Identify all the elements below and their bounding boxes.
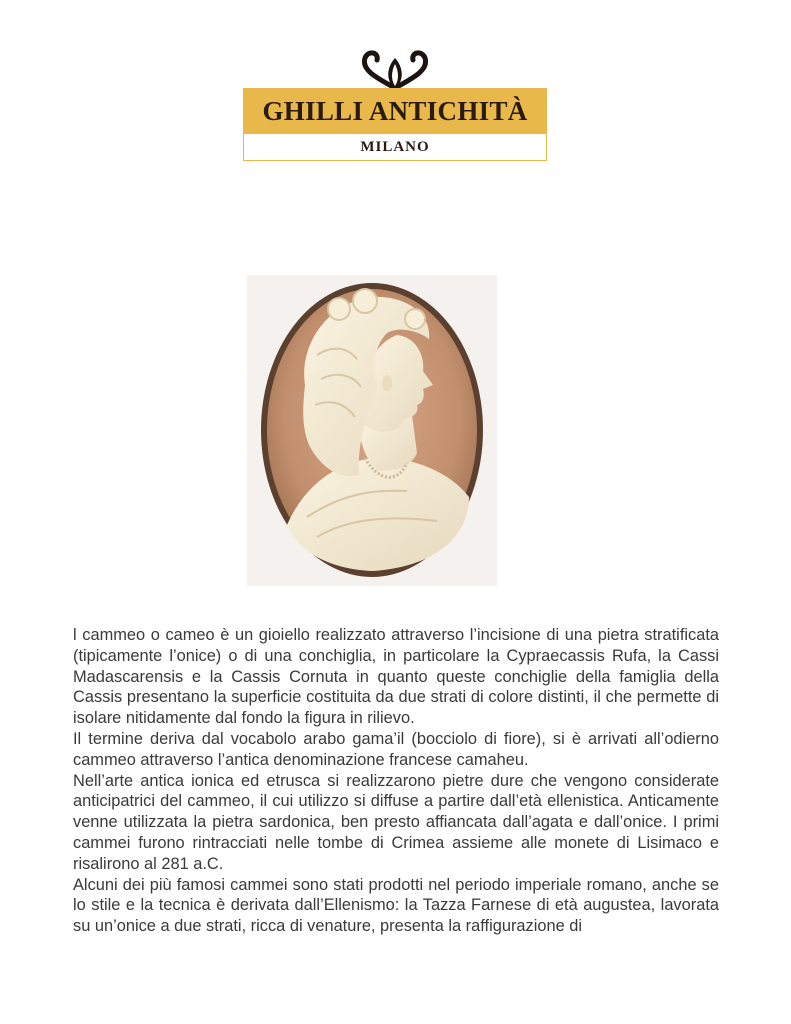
article-body <box>73 625 719 937</box>
paragraph: Alcuni dei più famosi cammei sono stati prodotti nel periodo imperiale romano, anche se lo stile e la tecnica è derivata dall’Ellenismo: la Tazza Farnese di età augustea, lavorata su un’onice a due strati, ricca di venature, presenta la raffigurazione di <box>73 875 719 936</box>
logo-subtitle-box <box>243 134 547 161</box>
paragraph: Il termine deriva dal vocabolo arabo gama’il (bocciolo di fiore), si è arrivati all’odierno cammeo attraverso l’antica denominazione francese camaheu. <box>73 729 719 769</box>
tulip-emblem-icon <box>349 48 441 90</box>
logo-title: GHILLI ANTICHITÀ <box>262 95 528 126</box>
logo-band <box>243 88 547 134</box>
cameo-brooch-image <box>247 275 497 586</box>
cameo-photo <box>247 275 497 586</box>
logo-city: MILANO <box>360 138 430 155</box>
paragraph: l cammeo o cameo è un gioiello realizzato attraverso l’incisione di una pietra stratificata (tipicamente l’onice) o di una conchiglia, in particolare la Cypraecassis Rufa, la Cassi Madascarensis e la Cassis Cornuta in quanto queste conchiglie della famiglia della Cassis presentano la superficie costituita da due strati di colore distinti, il che permette di isolare nitidamente dal fondo la figura in rilievo. <box>73 626 719 728</box>
brand-logo <box>243 48 547 162</box>
paragraph: Nell’arte antica ionica ed etrusca si realizzarono pietre dure che vengono considerate anticipatrici del cammeo, il cui utilizzo si diffuse a partire dall’età ellenistica. Anticamente venne utilizzata la pietra sardonica, ben presto affiancata dall’agata e dall’onice. I primi cammei furono rintracciati nelle tombe di Crimea assieme alle monete di Lisimaco e risalirono al 281 a.C. <box>73 771 719 873</box>
